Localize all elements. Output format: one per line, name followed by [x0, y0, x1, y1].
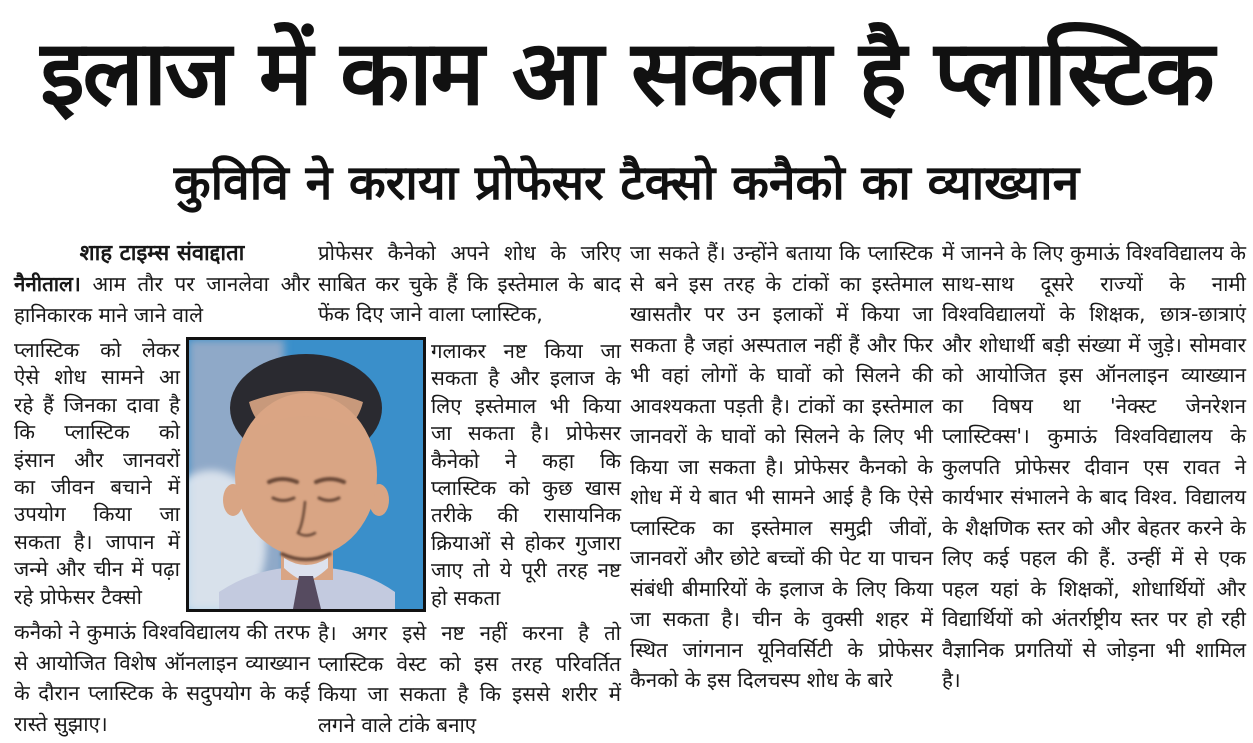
page-title: इलाज में काम आ सकता है प्लास्टिक	[40, 21, 1213, 126]
paragraph-col2-top: प्रोफेसर कैनेको अपने शोध के जरिए साबित कर चुके हैं कि इस्तेमाल के बाद फेंक दिए जाने वाला प्लास्टिक,	[318, 241, 621, 326]
article-column-3	[630, 238, 933, 743]
article-column-4	[942, 238, 1246, 743]
paragraph-col1-beside-photo: प्लास्टिक को लेकर ऐसे शोध सामने आ रहे हैं जिनका दावा है कि प्लास्टिक को इंसान और जानवरों का जीवन बचाने में उपयोग किया जा सकता है। जापान में जन्मे और चीन में पढ़ा रहे प्रोफेसर टैक्सो	[14, 338, 180, 609]
paragraph-col3: जा सकते हैं। उन्होंने बताया कि प्लास्टिक से बने इस तरह के टांकों का इस्तेमाल खासतौर पर उन इलाकों में किया जा सकता है जहां अस्पताल नहीं हैं और फिर भी वहां लोगों के घावों को सिलने की आवश्यकता पड़ती है। टांकों का इस्तेमाल जानवरों के घावों को सिलने के लिए भी किया जा सकता है। प्रोफेसर कैनको के शोध में ये बात भी सामने आई है कि ऐसे प्लास्टिक का इस्तेमाल समुद्री जीवों, जानवरों और छोटे बच्चों की पेट या पाचन संबंधी बीमारियों के इलाज के लिए किया जा सकता है। चीन के वुक्सी शहर में स्थित जांगनान यूनिवर्सिटी के प्रोफेसर कैनको के इस दिलचस्प शोध के बारे	[630, 241, 933, 692]
paragraph-text: आम तौर पर जानलेवा और हानिकारक माने जाने वाले	[14, 272, 310, 327]
sub-headline: कुविवि ने कराया प्रोफेसर टैक्सो कनैको का व्याख्यान	[173, 155, 1080, 211]
portrait-illustration	[189, 340, 423, 609]
professor-portrait-photo	[186, 337, 426, 612]
paragraph-col1-top	[14, 269, 310, 330]
paragraph-col2-bottom: है। अगर इसे नष्ट नहीं करना है तो प्लास्टिक वेस्ट को इस तरह परिवर्तित किया जा सकता है कि इससे शरीर में लगने वाले टांके बनाए	[318, 621, 621, 737]
paragraph-col1-bottom: कनैको ने कुमाऊं विश्वविद्यालय की तरफ से आयोजित विशेष ऑनलाइन व्याख्यान के दौरान प्लास्टिक के सदुपयोग के कई रास्ते सुझाए।	[14, 620, 311, 736]
paragraph-col2-beside-photo: गलाकर नष्ट किया जा सकता है और इलाज के लिए इस्तेमाल भी किया जा सकता है। प्रोफेसर कैनेको ने कहा कि प्लास्टिक को कुछ खास तरीके की रासायनिक क्रियाओं से होकर गुजारा जाए तो ये पूरी तरह नष्ट हो सकता	[431, 339, 621, 610]
byline: शाह टाइम्स संवाद्दाता	[79, 241, 245, 266]
dateline: नैनीताल।	[14, 272, 81, 296]
paragraph-col4: में जानने के लिए कुमाऊं विश्वविद्यालय के साथ-साथ दूसरे राज्यों के नामी विश्वविद्यालयों के शिक्षक, छात्र-छात्राएं और शोधार्थी बड़ी संख्या में जुड़े। सोमवार को आयोजित इस ऑनलाइन व्याख्यान का विषय था 'नेक्स्ट जेनरेशन प्लास्टिक्स'। कुमाऊं विश्वविद्यालय के कुलपति प्रोफेसर दीवान एस रावत ने कार्यभार संभालने के बाद विश्व. विद्यालय के शैक्षणिक स्तर को और बेहतर करने के लिए कई पहल की हैं. उन्हीं में से एक पहल यहां के शिक्षकों, शोधार्थियों और विद्यार्थियों को अंतर्राष्ट्रीय स्तर पर हो रही वैज्ञानिक प्रगतियों से जोड़ना भी शामिल है।	[942, 241, 1246, 692]
